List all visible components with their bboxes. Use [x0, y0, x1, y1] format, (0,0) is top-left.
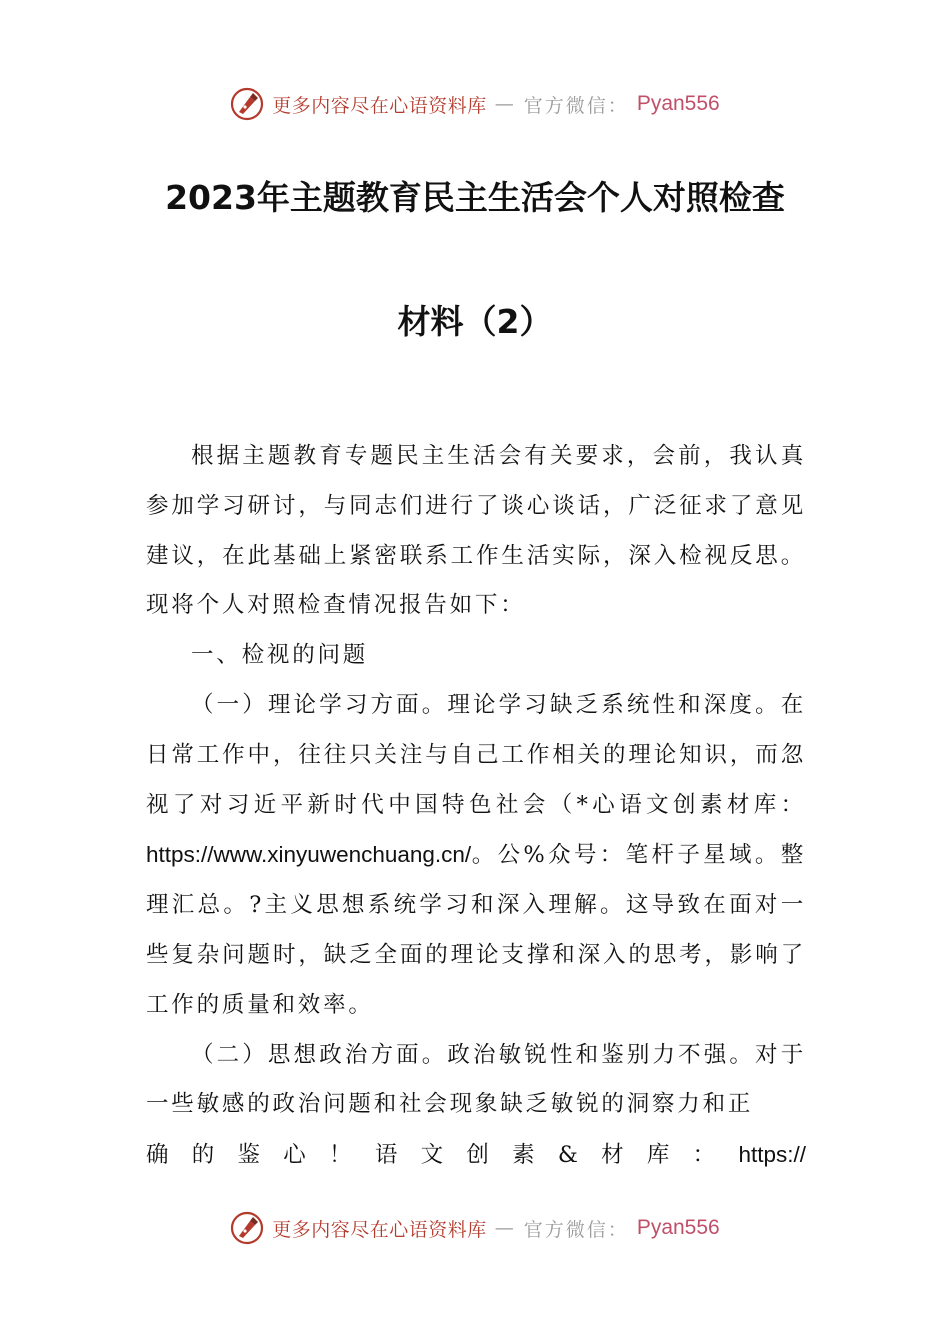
- pen-nib-logo-icon: [230, 1211, 264, 1245]
- banner-wechat-id: Pyan556: [636, 1216, 720, 1239]
- footer-banner: [0, 1208, 950, 1248]
- political-paragraph: （二）思想政治方面。政治敏锐性和鉴别力不强。对于一些敏感的政治问题和社会现象缺乏敏锐的洞察力和正: [146, 1041, 806, 1118]
- intro-paragraph: 根据主题教育专题民主生活会有关要求，会前，我认真参加学习研讨，与同志们进行了谈心谈话，广泛征求了意见建议，在此基础上紧密联系工作生活实际，深入检视反思。现将个人对照检查情况报告如下：: [146, 443, 806, 619]
- banner-ad-text: 更多内容尽在心语资料库: [272, 94, 487, 117]
- document-title-line1: 2023年主题教育民主生活会个人对照检查: [165, 178, 785, 217]
- political-paragraph-last-line: [146, 1130, 806, 1181]
- banner-dash: —: [494, 1217, 516, 1239]
- theory-paragraph: [146, 681, 806, 1031]
- header-banner: [0, 84, 950, 124]
- banner-dash: —: [494, 93, 516, 115]
- banner-wechat-label: 官方微信：: [523, 1218, 629, 1241]
- banner-ad-text: 更多内容尽在心语资料库: [272, 1218, 487, 1241]
- pen-nib-logo-icon: [230, 87, 264, 121]
- trailing-url: https://: [738, 1142, 806, 1168]
- theory-text-b: 。公%众号：笔杆子星域。整理汇总。?主义思想系统学习和深入理解。这导致在面对一些复杂问题时，缺乏全面的理论支撑和深入的思考，影响了工作的质量和效率。: [146, 842, 806, 1018]
- banner-wechat-id: Pyan556: [636, 92, 720, 115]
- banner-wechat-label: 官方微信：: [523, 94, 629, 117]
- section-heading: 一、检视的问题: [191, 642, 369, 669]
- political-text-last: 确的鉴心！语文创素&材库：: [146, 1142, 739, 1169]
- theory-text-a: （一）理论学习方面。理论学习缺乏系统性和深度。在日常工作中，往往只关注与自己工作相关的理论知识，而忽视了对习近平新时代中国特色社会（*心语文创素材库：: [146, 691, 806, 818]
- website-url: https://www.xinyuwenchuang.cn/: [146, 842, 472, 868]
- document-title-line2: 材料（2）: [397, 302, 553, 341]
- document-body: [146, 432, 806, 1181]
